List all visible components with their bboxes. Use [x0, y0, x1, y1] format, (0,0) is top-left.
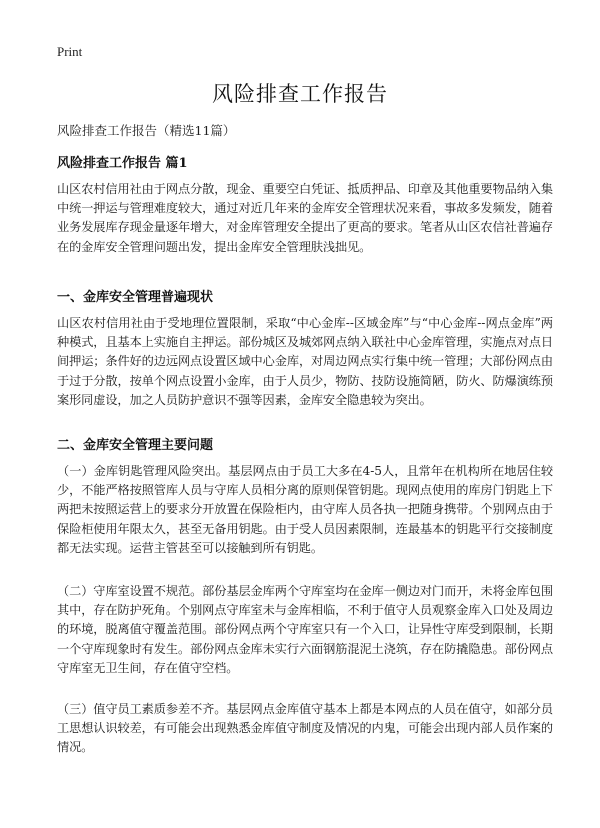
section-heading-current-status: 一、金库安全管理普遍现状 — [57, 290, 214, 305]
document-subtitle: 风险排查工作报告（精选11篇） — [57, 123, 236, 138]
issue-staff-quality-paragraph: （三）值守员工素质参差不齐。基层网点金库值守基本上都是本网点的人员在值守，如部分员工思想认识较差，有可能会出现熟悉金库值守制度及情况的内鬼，可能会出现内部人员作案的情况。 — [57, 702, 553, 755]
print-link[interactable]: Print — [57, 44, 83, 59]
section-heading-main-issues: 二、金库安全管理主要问题 — [57, 438, 214, 453]
issue-key-management-paragraph: （一）金库钥匙管理风险突出。基层网点由于员工大多在4-5人，且常年在机构所在地居住较少，不能严格按照管库人员与守库人员相分离的原则保管钥匙。现网点使用的库房门钥匙上下两把未按照运营上的要求分开放置在保险柜内，由守库人员各执一把随身携带。个别网点由于保险柜使用年限太久，甚至无备用钥匙。由于受人员因素限制，连最基本的钥匙平行交接制度都无法实现。运营主管甚至可以接触到所有钥匙。 — [57, 464, 553, 555]
article-heading: 风险排查工作报告 篇1 — [57, 156, 188, 171]
intro-paragraph: 山区农村信用社由于网点分散，现金、重要空白凭证、抵质押品、印章及其他重要物品纳入集中统一押运与管理难度较大，通过对近几年来的金库安全管理状况来看，事故多发频发，随着业务发展库存现金量逐年增大，对金库管理安全提出了更高的要求。笔者从山区农信社普遍存在的金库安全管理问题出发，提出金库安全管理肤浅拙见。 — [57, 182, 553, 254]
issue-guard-room-paragraph: （二）守库室设置不规范。部份基层金库两个守库室均在金库一侧边对门而开，未将金库包围其中，存在防护死角。个别网点守库室未与金库相临，不利于值守人员观察金库入口处及周边的环境，脱离值守覆盖范围。部份网点两个守库室只有一个入口，让异性守库受到限制，长期一个守库现象时有发生。部份网点金库未实行六面钢筋混泥土浇筑，存在防撬隐患。部份网点守库室无卫生间，存在值守空档。 — [57, 584, 553, 675]
page-title: 风险排查工作报告 — [212, 82, 388, 106]
current-status-paragraph: 山区农村信用社由于受地理位置限制，采取“中心金库--区域金库”与“中心金库--网点金库”两种模式，且基本上实施自主押运。部份城区及城郊网点纳入联社中心金库管理，实施点对点日间押运；条件好的边远网点设置区域中心金库，对周边网点实行集中统一管理；大部份网点由于过于分散，按单个网点设置小金库，由于人员少，物防、技防设施简陋，防火、防爆演练预案形同虚设，加之人员防护意识不强等因素，金库安全隐患较为突出。 — [57, 316, 553, 407]
